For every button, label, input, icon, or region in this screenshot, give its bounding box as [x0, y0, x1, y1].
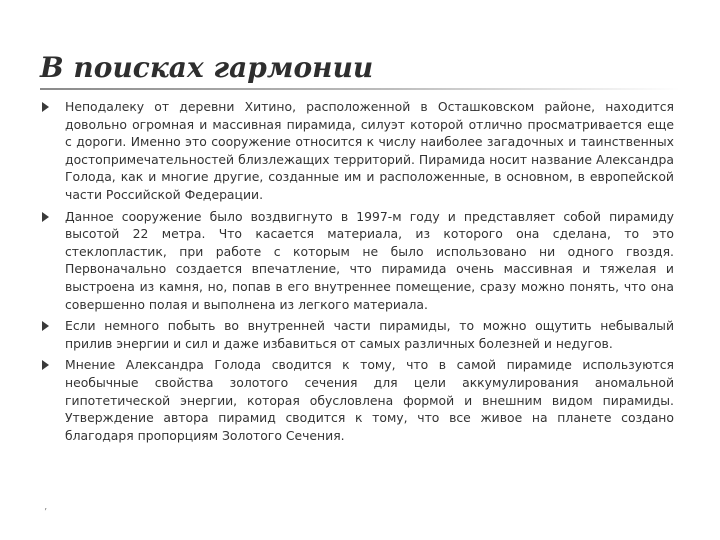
bullet-item [40, 317, 674, 352]
bullet-list [40, 98, 674, 448]
triangle-bullet-icon [42, 321, 49, 331]
title-underline [40, 88, 680, 90]
triangle-bullet-icon [42, 212, 49, 222]
bullet-text: Если немного побыть во внутренней части пирамиды, то можно ощутить небывалый прилив энергии и сил и даже избавиться от самых различных болезней и недугов. [65, 318, 674, 351]
bullet-text: Данное сооружение было воздвигнуто в 1997-м году и представляет собой пирамиду высотой 22 метра. Что касается материала, из которого она сделана, то это стеклопластик, при работе с которым не было использовано ни одного гвоздя. Первоначально создается впечатление, что пирамида очень массивная и тяжелая и выстроена из камня, но, попав в его внутреннее помещение, сразу можно понять, что она совершенно полая и выполнена из легкого материала. [65, 208, 674, 312]
bullet-text: Неподалеку от деревни Хитино, расположенной в Осташковском районе, находится довольно огромная и массивная пирамида, силуэт которой отлично просматривается еще с дороги. Именно это сооружение относится к числу наиболее загадочных и таинственных достопримечательностей близлежащих территорий. Пирамида носит название Александра Голода, как и многие другие, созданные им и расположенные, в основном, в европейской части Российской Федерации. [65, 99, 674, 202]
triangle-bullet-icon [42, 102, 49, 112]
footer-mark: ’ [44, 507, 48, 518]
triangle-bullet-icon [42, 360, 49, 370]
bullet-text: Мнение Александра Голода сводится к тому, что в самой пирамиде используются необычные свойства золотого сечения для цели аккумулирования аномальной гипотетической энергии, которая обусловлена формой и внешним видом пирамиды. Утверждение автора пирамид сводится к тому, что все живое на планете создано благодаря пропорциям Золотого Сечения. [65, 357, 674, 443]
bullet-item [40, 98, 674, 204]
bullet-item [40, 208, 674, 314]
slide-title: В поисках гармонии [40, 51, 374, 84]
bullet-item [40, 356, 674, 444]
